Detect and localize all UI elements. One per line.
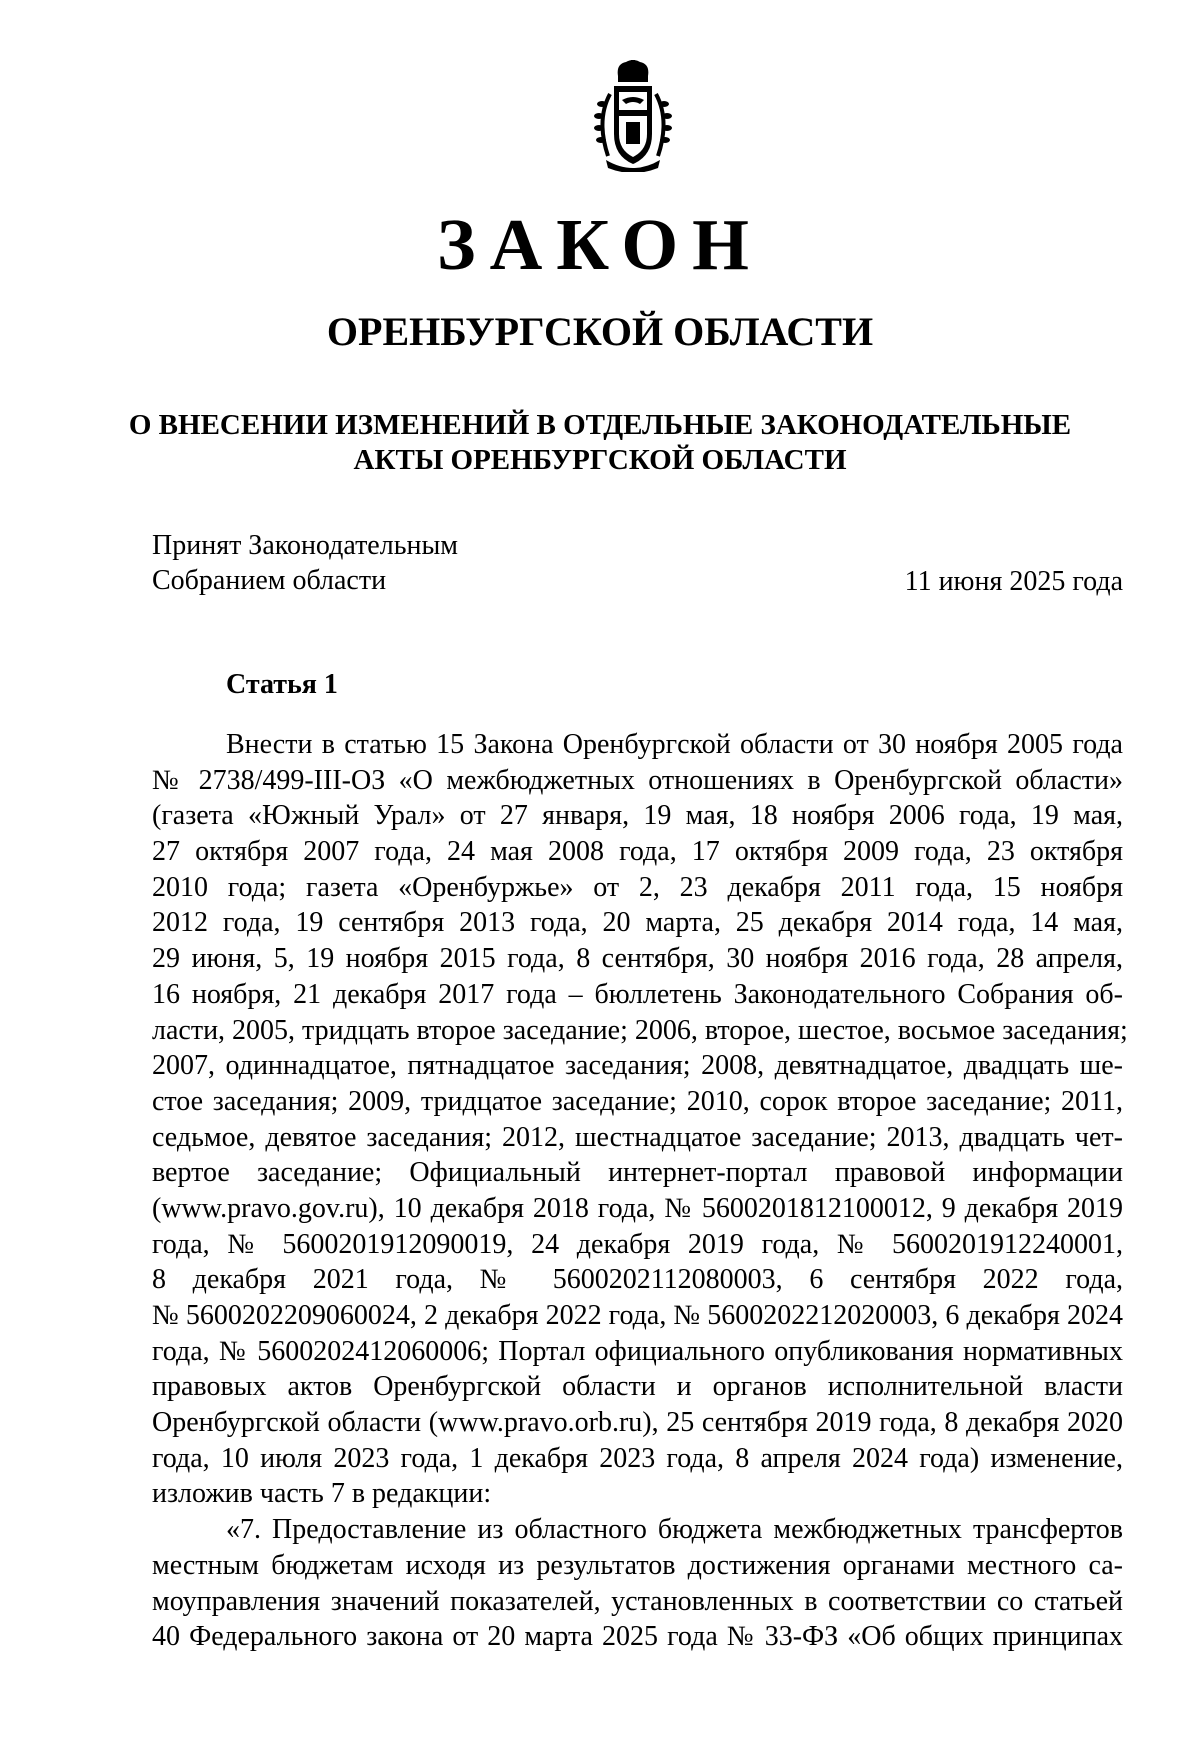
article-body [152,727,1128,1655]
adoption-date: 11 июня 2025 года [904,566,1123,597]
body-line: 29 июня, 5, 19 ноября 2015 года, 8 сентября, 30 ноября 2016 года, 28 апреля, [152,943,1123,975]
adoption-line: Собранием области [152,565,387,596]
body-line: седьмое, девятое заседания; 2012, шестнадцатое заседание; 2013, двадцать чет- [152,1121,1123,1153]
body-line: местным бюджетам исходя из результатов достижения органами местного са- [152,1549,1123,1581]
body-line: 2010 года; газета «Оренбуржье» от 2, 23 декабря 2011 года, 15 ноября [152,871,1123,903]
article-heading: Статья 1 [226,669,338,700]
document-region: ОРЕНБУРГСКОЙ ОБЛАСТИ [326,309,874,354]
body-line: вертое заседание; Официальный интернет-портал правовой информации [152,1157,1123,1189]
body-line: «7. Предоставление из областного бюджета межбюджетных трансфертов [226,1514,1123,1546]
body-line: правовых актов Оренбургской области и органов исполнительной власти [152,1371,1123,1403]
adoption-line: Принят Законодательным [152,530,458,561]
body-line: года, № 5600201912090019, 24 декабря 2019 года, № 5600201912240001, [152,1228,1123,1260]
body-line: ласти, 2005, тридцать второе заседание; 2006, второе, шестое, восьмое заседания; [152,1014,1128,1046]
body-line: 2012 года, 19 сентября 2013 года, 20 марта, 25 декабря 2014 года, 14 мая, [152,907,1123,939]
adoption-note [152,528,458,598]
body-line: Внести в статью 15 Закона Оренбургской области от 30 ноября 2005 года [226,729,1123,760]
body-line: моуправления значений показателей, установленных в соответствии со статьей [152,1585,1123,1617]
subject-line: О ВНЕСЕНИИ ИЗМЕНЕНИЙ В ОТДЕЛЬНЫЕ ЗАКОНОДАТЕЛЬНЫЕ [128,409,1072,441]
subject-line: АКТЫ ОРЕНБУРГСКОЙ ОБЛАСТИ [353,444,847,476]
body-line: 2007, одиннадцатое, пятнадцатое заседания; 2008, девятнадцатое, двадцать ше- [152,1050,1123,1082]
body-line: изложив часть 7 в редакции: [152,1478,492,1510]
body-line: Оренбургской области (www.pravo.orb.ru), 25 сентября 2019 года, 8 декабря 2020 [152,1407,1123,1439]
document-subject [0,408,1200,478]
body-line: года, 10 июля 2023 года, 1 декабря 2023 года, 8 апреля 2024 года) изменение, [152,1442,1123,1474]
body-line: № 5600202209060024, 2 декабря 2022 года, № 5600202212020003, 6 декабря 2024 [152,1300,1123,1331]
body-line: 40 Федерального закона от 20 марта 2025 года № 33-ФЗ «Об общих принципах [152,1621,1123,1653]
coat-of-arms-icon [588,60,678,172]
body-line: 16 ноября, 21 декабря 2017 года – бюллетень Законодательного Собрания об- [152,978,1123,1010]
body-line: (www.pravo.gov.ru), 10 декабря 2018 года, № 5600201812100012, 9 декабря 2019 [152,1192,1123,1224]
document-title: ЗАКОН [437,204,763,285]
body-line: 8 декабря 2021 года, № 5600202112080003, 6 сентября 2022 года, [152,1264,1123,1296]
body-line: года, № 5600202412060006; Портал официального опубликования нормативных [152,1335,1123,1367]
body-line: стое заседания; 2009, тридцатое заседание; 2010, сорок второе заседание; 2011, [152,1085,1123,1117]
body-line: (газета «Южный Урал» от 27 января, 19 мая, 18 ноября 2006 года, 19 мая, [152,800,1123,832]
body-line: № 2738/499-III-ОЗ «О межбюджетных отношениях в Оренбургской области» [152,764,1123,796]
body-line: 27 октября 2007 года, 24 мая 2008 года, 17 октября 2009 года, 23 октября [152,836,1123,868]
